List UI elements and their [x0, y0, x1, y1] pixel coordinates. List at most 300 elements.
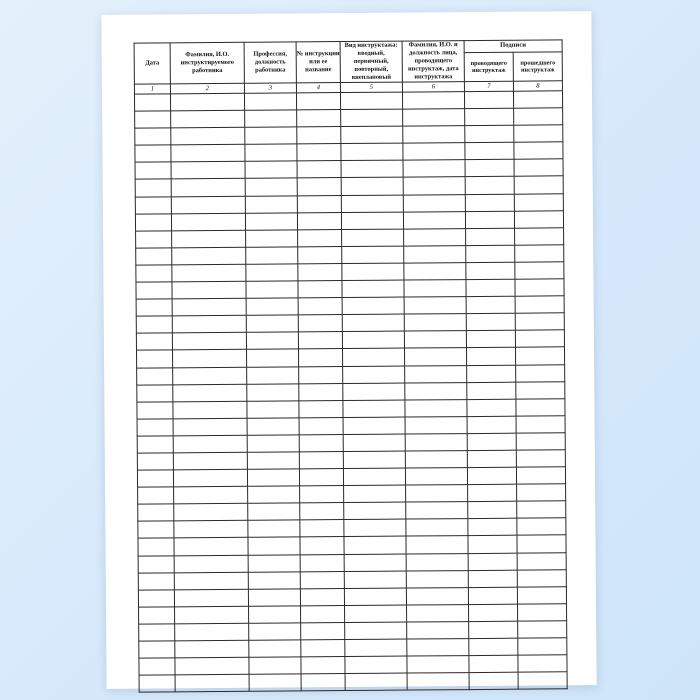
cell-profession[interactable]: [245, 178, 297, 196]
header-employee-name: Фамилия, И.О. инструктируемого работника: [170, 42, 244, 84]
cell-employee-name[interactable]: [173, 384, 247, 402]
cell-signature-instructor[interactable]: [466, 331, 515, 348]
cell-signature-instructor[interactable]: [468, 536, 517, 553]
cell-instructor-info[interactable]: [404, 297, 466, 315]
cell-employee-name[interactable]: [172, 333, 246, 351]
cell-instructor-info[interactable]: [403, 211, 465, 229]
cell-briefing-type[interactable]: [343, 434, 405, 452]
cell-date[interactable]: [139, 675, 175, 692]
cell-profession[interactable]: [246, 332, 298, 350]
cell-signature-instructed[interactable]: [518, 672, 567, 689]
cell-profession[interactable]: [249, 623, 301, 641]
cell-signature-instructor[interactable]: [464, 91, 513, 108]
cell-employee-name[interactable]: [172, 247, 246, 265]
cell-profession[interactable]: [246, 230, 298, 248]
cell-briefing-type[interactable]: [344, 519, 406, 537]
cell-date[interactable]: [135, 196, 171, 213]
cell-profession[interactable]: [247, 401, 299, 419]
cell-signature-instructed[interactable]: [517, 484, 566, 501]
cell-instructor-info[interactable]: [406, 485, 468, 503]
cell-date[interactable]: [136, 299, 172, 316]
column-number-5: 5: [340, 82, 402, 92]
cell-instruction-number[interactable]: [297, 144, 341, 161]
cell-briefing-type[interactable]: [343, 451, 405, 469]
cell-signature-instructor[interactable]: [465, 211, 514, 228]
cell-briefing-type[interactable]: [342, 331, 404, 349]
cell-profession[interactable]: [247, 418, 299, 436]
cell-employee-name[interactable]: [172, 350, 246, 368]
cell-instructor-info[interactable]: [404, 280, 466, 298]
cell-instructor-info[interactable]: [407, 604, 469, 622]
cell-employee-name[interactable]: [174, 572, 248, 590]
cell-instruction-number[interactable]: [297, 195, 341, 212]
cell-briefing-type[interactable]: [344, 554, 406, 572]
cell-signature-instructed[interactable]: [517, 518, 566, 535]
cell-employee-name[interactable]: [172, 230, 246, 248]
cell-signature-instructed[interactable]: [515, 228, 564, 245]
cell-date[interactable]: [138, 504, 174, 521]
cell-instructor-info[interactable]: [405, 416, 467, 434]
cell-profession[interactable]: [246, 247, 298, 265]
cell-signature-instructed[interactable]: [516, 381, 565, 398]
cell-signature-instructor[interactable]: [465, 125, 514, 142]
cell-profession[interactable]: [246, 298, 298, 316]
header-signature-instructor: проводящего инструктаж: [464, 52, 513, 81]
cell-employee-name[interactable]: [171, 162, 245, 180]
cell-instruction-number[interactable]: [299, 366, 343, 383]
cell-date[interactable]: [137, 367, 173, 384]
cell-date[interactable]: [139, 607, 175, 624]
cell-signature-instructor[interactable]: [465, 108, 514, 125]
cell-profession[interactable]: [248, 572, 300, 590]
cell-instruction-number[interactable]: [300, 520, 344, 537]
cell-signature-instructor[interactable]: [466, 245, 515, 262]
cell-employee-name[interactable]: [175, 623, 249, 641]
cell-signature-instructor[interactable]: [465, 160, 514, 177]
cell-profession[interactable]: [246, 281, 298, 299]
header-signature-instructed: прошедшего инструктаж: [513, 52, 562, 81]
cell-employee-name[interactable]: [174, 555, 248, 573]
cell-employee-name[interactable]: [173, 401, 247, 419]
cell-date[interactable]: [136, 248, 172, 265]
cell-instructor-info[interactable]: [406, 570, 468, 588]
cell-signature-instructed[interactable]: [516, 467, 565, 484]
cell-signature-instructed[interactable]: [518, 655, 567, 672]
cell-employee-name[interactable]: [175, 674, 249, 692]
sheet-content-area: [134, 39, 567, 660]
cell-instruction-number[interactable]: [301, 657, 345, 674]
header-profession: Профессия, должность работника: [244, 42, 296, 83]
cell-briefing-type[interactable]: [345, 622, 407, 640]
cell-profession[interactable]: [247, 469, 299, 487]
cell-signature-instructed[interactable]: [517, 569, 566, 586]
cell-instructor-info[interactable]: [404, 245, 466, 263]
cell-instruction-number[interactable]: [299, 383, 343, 400]
cell-signature-instructor[interactable]: [467, 433, 516, 450]
cell-employee-name[interactable]: [171, 145, 245, 163]
cell-employee-name[interactable]: [173, 452, 247, 470]
cell-instructor-info[interactable]: [404, 314, 466, 332]
cell-signature-instructor[interactable]: [469, 638, 518, 655]
cell-instruction-number[interactable]: [301, 640, 345, 657]
cell-employee-name[interactable]: [173, 418, 247, 436]
cell-instructor-info[interactable]: [404, 263, 466, 281]
cell-instruction-number[interactable]: [300, 571, 344, 588]
cell-instructor-info[interactable]: [406, 536, 468, 554]
cell-instructor-info[interactable]: [406, 519, 468, 537]
cell-signature-instructed[interactable]: [516, 450, 565, 467]
cell-instruction-number[interactable]: [298, 332, 342, 349]
cell-instruction-number[interactable]: [299, 469, 343, 486]
cell-instruction-number[interactable]: [297, 127, 341, 144]
cell-briefing-type[interactable]: [345, 605, 407, 623]
cell-signature-instructor[interactable]: [469, 672, 518, 689]
cell-date[interactable]: [137, 470, 173, 487]
cell-employee-name[interactable]: [173, 435, 247, 453]
cell-signature-instructor[interactable]: [467, 416, 516, 433]
cell-instruction-number[interactable]: [297, 161, 341, 178]
cell-employee-name[interactable]: [173, 367, 247, 385]
cell-date[interactable]: [137, 402, 173, 419]
cell-signature-instructor[interactable]: [468, 519, 517, 536]
cell-date[interactable]: [139, 624, 175, 641]
cell-signature-instructor[interactable]: [468, 484, 517, 501]
cell-date[interactable]: [136, 333, 172, 350]
table-body: [134, 91, 567, 693]
cell-briefing-type[interactable]: [342, 229, 404, 247]
cell-briefing-type[interactable]: [341, 109, 403, 127]
cell-date[interactable]: [136, 231, 172, 248]
cell-instructor-info[interactable]: [406, 553, 468, 571]
cell-profession[interactable]: [246, 315, 298, 333]
cell-employee-name[interactable]: [172, 281, 246, 299]
cell-signature-instructor[interactable]: [466, 279, 515, 296]
cell-date[interactable]: [138, 521, 174, 538]
cell-signature-instructed[interactable]: [514, 210, 563, 227]
cell-signature-instructed[interactable]: [514, 193, 563, 210]
cell-briefing-type[interactable]: [341, 126, 403, 144]
cell-signature-instructed[interactable]: [514, 159, 563, 176]
cell-employee-name[interactable]: [173, 469, 247, 487]
cell-signature-instructor[interactable]: [469, 621, 518, 638]
cell-signature-instructor[interactable]: [465, 142, 514, 159]
cell-profession[interactable]: [245, 161, 297, 179]
cell-employee-name[interactable]: [175, 640, 249, 658]
cell-instructor-info[interactable]: [407, 673, 469, 691]
cell-signature-instructed[interactable]: [515, 245, 564, 262]
cell-instructor-info[interactable]: [403, 143, 465, 161]
cell-briefing-type[interactable]: [344, 571, 406, 589]
cell-date[interactable]: [135, 162, 171, 179]
column-number-3: 3: [244, 83, 296, 93]
cell-instruction-number[interactable]: [300, 503, 344, 520]
cell-profession[interactable]: [248, 503, 300, 521]
cell-profession[interactable]: [245, 110, 297, 128]
cell-employee-name[interactable]: [174, 538, 248, 556]
cell-briefing-type[interactable]: [345, 639, 407, 657]
cell-briefing-type[interactable]: [344, 588, 406, 606]
cell-instructor-info[interactable]: [404, 228, 466, 246]
cell-instruction-number[interactable]: [298, 298, 342, 315]
cell-employee-name[interactable]: [174, 521, 248, 539]
cell-instructor-info[interactable]: [404, 331, 466, 349]
cell-profession[interactable]: [248, 589, 300, 607]
cell-instruction-number[interactable]: [300, 537, 344, 554]
cell-signature-instructed[interactable]: [515, 347, 564, 364]
cell-signature-instructed[interactable]: [517, 552, 566, 569]
header-briefing-type: Вид инструктажа: вводный, первичный, повторный, внеплановый: [340, 41, 402, 82]
cell-date[interactable]: [137, 453, 173, 470]
cell-briefing-type[interactable]: [340, 92, 402, 110]
cell-signature-instructed[interactable]: [515, 330, 564, 347]
header-signatures-group: Подписи: [464, 40, 562, 53]
cell-date[interactable]: [138, 538, 174, 555]
cell-date[interactable]: [136, 316, 172, 333]
cell-instruction-number[interactable]: [298, 246, 342, 263]
cell-signature-instructor[interactable]: [466, 228, 515, 245]
cell-employee-name[interactable]: [174, 486, 248, 504]
cell-date[interactable]: [136, 265, 172, 282]
cell-instruction-number[interactable]: [298, 315, 342, 332]
cell-instruction-number[interactable]: [298, 229, 342, 246]
cell-signature-instructor[interactable]: [466, 262, 515, 279]
column-number-7: 7: [464, 81, 513, 91]
cell-profession[interactable]: [247, 435, 299, 453]
cell-employee-name[interactable]: [172, 264, 246, 282]
cell-profession[interactable]: [244, 93, 296, 111]
cell-signature-instructor[interactable]: [466, 313, 515, 330]
cell-profession[interactable]: [248, 486, 300, 504]
cell-profession[interactable]: [249, 606, 301, 624]
cell-signature-instructor[interactable]: [467, 450, 516, 467]
cell-signature-instructor[interactable]: [468, 570, 517, 587]
cell-signature-instructor[interactable]: [468, 553, 517, 570]
cell-profession[interactable]: [249, 674, 301, 692]
cell-instruction-number[interactable]: [298, 349, 342, 366]
cell-date[interactable]: [134, 94, 170, 111]
cell-instruction-number[interactable]: [301, 605, 345, 622]
cell-profession[interactable]: [245, 144, 297, 162]
cell-instructor-info[interactable]: [407, 639, 469, 657]
cell-instructor-info[interactable]: [405, 433, 467, 451]
cell-instructor-info[interactable]: [406, 502, 468, 520]
cell-briefing-type[interactable]: [342, 314, 404, 332]
cell-date[interactable]: [136, 350, 172, 367]
cell-profession[interactable]: [245, 127, 297, 145]
cell-instruction-number[interactable]: [297, 178, 341, 195]
cell-instruction-number[interactable]: [299, 452, 343, 469]
column-number-2: 2: [170, 83, 244, 94]
cell-signature-instructor[interactable]: [467, 399, 516, 416]
cell-signature-instructed[interactable]: [515, 262, 564, 279]
cell-profession[interactable]: [249, 640, 301, 658]
cell-instructor-info[interactable]: [403, 109, 465, 127]
cell-signature-instructed[interactable]: [514, 176, 563, 193]
cell-instructor-info[interactable]: [403, 177, 465, 195]
cell-instructor-info[interactable]: [405, 365, 467, 383]
cell-briefing-type[interactable]: [342, 297, 404, 315]
cell-briefing-type[interactable]: [342, 280, 404, 298]
table-row: [139, 672, 567, 692]
cell-instruction-number[interactable]: [298, 263, 342, 280]
cell-instruction-number[interactable]: [301, 622, 345, 639]
cell-profession[interactable]: [247, 366, 299, 384]
cell-date[interactable]: [138, 590, 174, 607]
cell-date[interactable]: [139, 641, 175, 658]
cell-profession[interactable]: [246, 349, 298, 367]
cell-instructor-info[interactable]: [407, 621, 469, 639]
cell-instruction-number[interactable]: [300, 554, 344, 571]
cell-briefing-type[interactable]: [341, 212, 403, 230]
cell-signature-instructor[interactable]: [467, 382, 516, 399]
cell-briefing-type[interactable]: [342, 246, 404, 264]
cell-profession[interactable]: [249, 657, 301, 675]
cell-instruction-number[interactable]: [299, 400, 343, 417]
cell-instruction-number[interactable]: [301, 674, 345, 691]
cell-briefing-type[interactable]: [342, 263, 404, 281]
cell-date[interactable]: [135, 128, 171, 145]
cell-employee-name[interactable]: [171, 179, 245, 197]
cell-instruction-number[interactable]: [299, 434, 343, 451]
cell-date[interactable]: [138, 555, 174, 572]
cell-briefing-type[interactable]: [342, 348, 404, 366]
cell-signature-instructed[interactable]: [517, 535, 566, 552]
cell-date[interactable]: [139, 658, 175, 675]
cell-profession[interactable]: [248, 537, 300, 555]
cell-briefing-type[interactable]: [345, 673, 407, 691]
cell-instructor-info[interactable]: [405, 382, 467, 400]
cell-signature-instructed[interactable]: [515, 279, 564, 296]
column-number-1: 1: [134, 84, 170, 94]
cell-signature-instructed[interactable]: [516, 433, 565, 450]
cell-signature-instructed[interactable]: [516, 398, 565, 415]
header-instructor-info: Фамилия, И.О. и должность лица, проводящего инструктаж, дата инструктажа: [402, 41, 464, 82]
cell-briefing-type[interactable]: [344, 536, 406, 554]
cell-signature-instructed[interactable]: [518, 621, 567, 638]
cell-profession[interactable]: [247, 452, 299, 470]
cell-signature-instructed[interactable]: [514, 125, 563, 142]
cell-employee-name[interactable]: [174, 504, 248, 522]
cell-employee-name[interactable]: [171, 127, 245, 145]
cell-instructor-info[interactable]: [403, 194, 465, 212]
cell-date[interactable]: [137, 384, 173, 401]
cell-briefing-type[interactable]: [344, 502, 406, 520]
cell-signature-instructed[interactable]: [514, 108, 563, 125]
cell-briefing-type[interactable]: [341, 143, 403, 161]
cell-briefing-type[interactable]: [344, 485, 406, 503]
cell-signature-instructor[interactable]: [467, 467, 516, 484]
cell-signature-instructor[interactable]: [466, 296, 515, 313]
cell-instruction-number[interactable]: [297, 212, 341, 229]
cell-employee-name[interactable]: [175, 606, 249, 624]
cell-briefing-type[interactable]: [341, 195, 403, 213]
cell-date[interactable]: [138, 573, 174, 590]
cell-signature-instructed[interactable]: [515, 313, 564, 330]
cell-profession[interactable]: [245, 213, 297, 231]
cell-briefing-type[interactable]: [343, 468, 405, 486]
cell-instruction-number[interactable]: [299, 417, 343, 434]
cell-signature-instructor[interactable]: [465, 194, 514, 211]
cell-employee-name[interactable]: [172, 298, 246, 316]
paper-sheet: [101, 11, 596, 689]
cell-date[interactable]: [135, 111, 171, 128]
cell-employee-name[interactable]: [171, 213, 245, 231]
instruction-log-table: [134, 39, 568, 693]
cell-instructor-info[interactable]: [405, 399, 467, 417]
cell-profession[interactable]: [248, 520, 300, 538]
cell-date[interactable]: [137, 436, 173, 453]
cell-briefing-type[interactable]: [343, 400, 405, 418]
cell-signature-instructed[interactable]: [516, 416, 565, 433]
cell-signature-instructed[interactable]: [517, 501, 566, 518]
cell-instructor-info[interactable]: [405, 451, 467, 469]
cell-instructor-info[interactable]: [404, 348, 466, 366]
cell-signature-instructor[interactable]: [468, 587, 517, 604]
cell-signature-instructed[interactable]: [517, 587, 566, 604]
cell-date[interactable]: [135, 145, 171, 162]
cell-instruction-number[interactable]: [300, 588, 344, 605]
cell-signature-instructor[interactable]: [465, 177, 514, 194]
cell-instruction-number[interactable]: [298, 281, 342, 298]
cell-profession[interactable]: [245, 195, 297, 213]
cell-date[interactable]: [135, 179, 171, 196]
cell-briefing-type[interactable]: [341, 178, 403, 196]
cell-date[interactable]: [135, 214, 171, 231]
cell-signature-instructed[interactable]: [516, 364, 565, 381]
cell-employee-name[interactable]: [170, 93, 244, 111]
cell-employee-name[interactable]: [172, 316, 246, 334]
cell-signature-instructor[interactable]: [467, 365, 516, 382]
cell-instructor-info[interactable]: [407, 656, 469, 674]
cell-briefing-type[interactable]: [343, 417, 405, 435]
cell-employee-name[interactable]: [175, 657, 249, 675]
cell-briefing-type[interactable]: [341, 160, 403, 178]
cell-instruction-number[interactable]: [296, 93, 340, 110]
cell-date[interactable]: [137, 419, 173, 436]
cell-briefing-type[interactable]: [343, 383, 405, 401]
cell-briefing-type[interactable]: [343, 366, 405, 384]
cell-profession[interactable]: [246, 264, 298, 282]
cell-signature-instructor[interactable]: [466, 348, 515, 365]
cell-instructor-info[interactable]: [405, 468, 467, 486]
cell-signature-instructed[interactable]: [513, 91, 562, 108]
header-instruction-number: № инструкции или ее название: [296, 42, 340, 83]
column-number-4: 4: [296, 83, 340, 93]
cell-instruction-number[interactable]: [297, 110, 341, 127]
cell-profession[interactable]: [247, 383, 299, 401]
cell-signature-instructed[interactable]: [515, 296, 564, 313]
table-header: [134, 40, 562, 94]
cell-instructor-info[interactable]: [403, 126, 465, 144]
cell-briefing-type[interactable]: [345, 656, 407, 674]
cell-instructor-info[interactable]: [406, 587, 468, 605]
cell-instructor-info[interactable]: [403, 160, 465, 178]
cell-employee-name[interactable]: [171, 196, 245, 214]
cell-signature-instructor[interactable]: [469, 655, 518, 672]
cell-signature-instructed[interactable]: [514, 142, 563, 159]
cell-signature-instructor[interactable]: [468, 501, 517, 518]
cell-date[interactable]: [138, 487, 174, 504]
cell-profession[interactable]: [248, 554, 300, 572]
cell-instruction-number[interactable]: [300, 486, 344, 503]
cell-signature-instructed[interactable]: [518, 638, 567, 655]
cell-employee-name[interactable]: [174, 589, 248, 607]
cell-employee-name[interactable]: [171, 110, 245, 128]
cell-date[interactable]: [136, 282, 172, 299]
cell-signature-instructor[interactable]: [469, 604, 518, 621]
cell-signature-instructed[interactable]: [518, 604, 567, 621]
cell-instructor-info[interactable]: [402, 92, 464, 110]
